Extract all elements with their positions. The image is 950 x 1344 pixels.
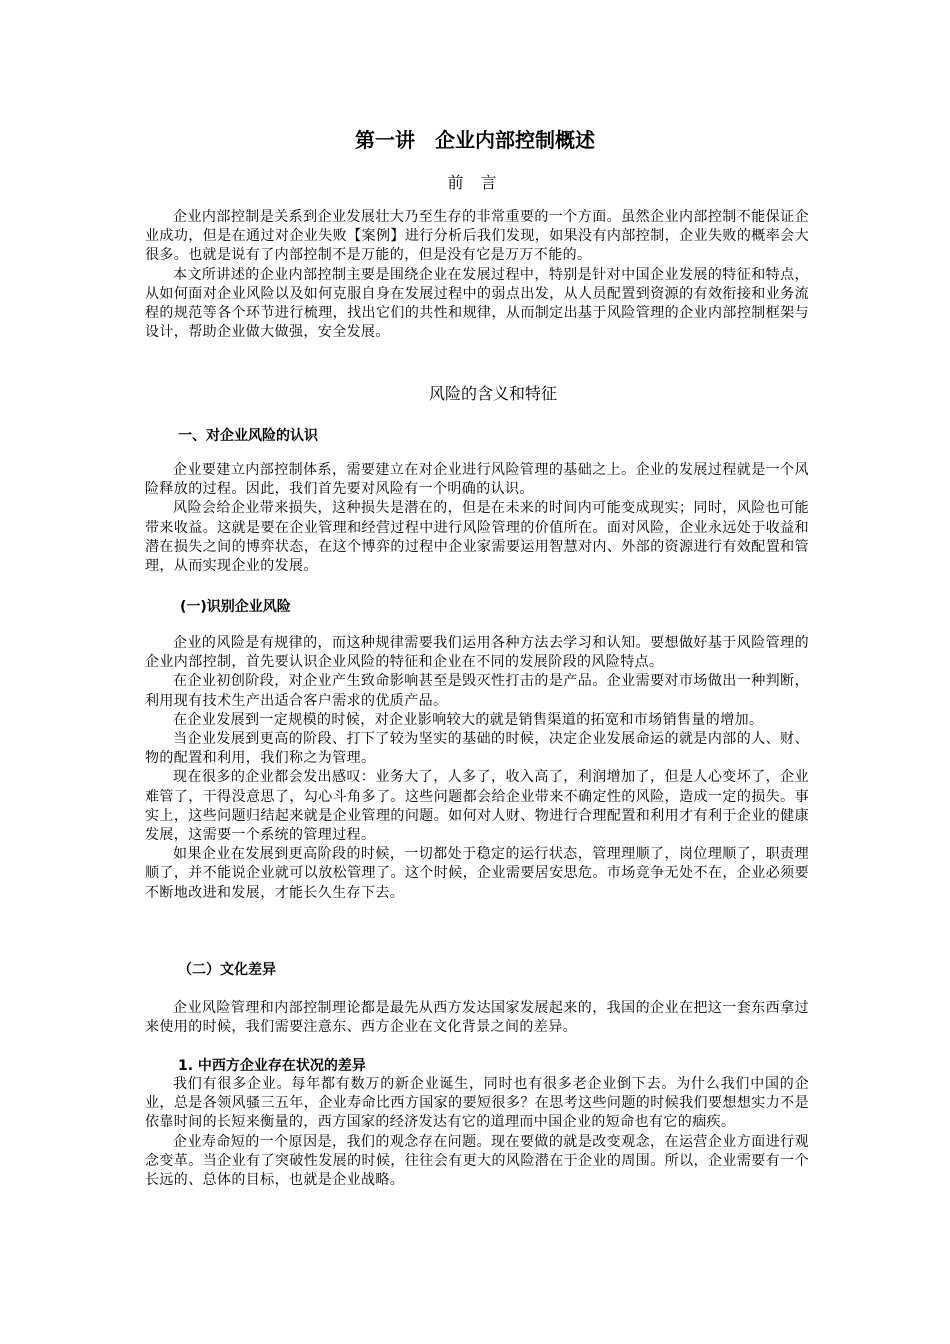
sub2-body <box>145 999 809 1037</box>
paragraph: 风险会给企业带来损失，这种损失是潜在的，但是在未来的时间内可能变成现实；同时，风险也可能带来收益。这就是要在企业管理和经营过程中进行风险管理的价值所在。面对风险，企业永远处于收益和潜在损失之间的博弈状态，在这个博弈的过程中企业家需要运用智慧对内、外部的资源进行有效配置和管理，从而实现企业的发展。 <box>145 500 809 575</box>
heading-level-3: 1. 中西方企业存在状况的差异 <box>178 1058 366 1074</box>
paragraph: 现在很多的企业都会发出感叹：业务大了，人多了，收入高了，利润增加了，但是人心变坏了，企业难管了，干得没意思了，勾心斗角多了。这些问题都会给企业带来不确定性的风险，造成一定的损失。事实上，这些问题归结起来就是企业管理的问题。如何对人财、物进行合理配置和利用才有利于企业的健康发展，这需要一个系统的管理过程。 <box>145 769 809 844</box>
paragraph: 企业寿命短的一个原因是，我们的观念存在问题。现在要做的就是改变观念，在运营企业方面进行观念变革。当企业有了突破性发展的时候，往往会有更大的风险潜在于企业的周围。所以，企业需要有一个长远的、总体的目标，也就是企业战略。 <box>145 1133 809 1189</box>
heading-level-2: (一)识别企业风险 <box>180 599 291 615</box>
heading-level-1: 一、对企业风险的认识 <box>178 428 318 444</box>
paragraph: 企业的风险是有规律的，而这种规律需要我们运用各种方法去学习和认知。要想做好基于风险管理的企业内部控制，首先要认识企业风险的特征和企业在不同的发展阶段的风险特点。 <box>145 635 809 671</box>
h1-body <box>145 461 809 576</box>
preface-heading: 前 言 <box>447 173 503 192</box>
paragraph: 企业风险管理和内部控制理论都是最先从西方发达国家发展起来的，我国的企业在把这一套东西拿过来使用的时候，我们需要注意东、西方企业在文化背景之间的差异。 <box>145 1000 809 1036</box>
paragraph: 企业要建立内部控制体系，需要建立在对企业进行风险管理的基础之上。企业的发展过程就是一个风险释放的过程。因此，我们首先要对风险有一个明确的认识。 <box>145 462 809 498</box>
paragraph: 企业内部控制是关系到企业发展壮大乃至生存的非常重要的一个方面。虽然企业内部控制不能保证企业成功，但是在通过对企业失败【案例】进行分析后我们发现，如果没有内部控制，企业失败的概率会大很多。也就是说有了内部控制不是万能的，但是没有它是万万不能的。 <box>145 209 809 264</box>
paragraph: 在企业发展到一定规模的时候，对企业影响较大的就是销售渠道的拓宽和市场销售量的增加。 <box>173 711 764 728</box>
page-title: 第一讲 企业内部控制概述 <box>355 128 595 152</box>
section-title: 风险的含义和特征 <box>428 384 557 403</box>
heading-level-2: （二）文化差异 <box>178 962 276 978</box>
sub1-body <box>145 634 809 903</box>
sub3-body <box>145 1075 809 1190</box>
preface-body <box>145 208 809 342</box>
paragraph: 当企业发展到更高的阶段、打下了较为坚实的基础的时候，决定企业发展命运的就是内部的人、财、物的配置和利用，我们称之为管理。 <box>145 731 809 767</box>
paragraph: 我们有很多企业。每年都有数万的新企业诞生，同时也有很多老企业倒下去。为什么我们中国的企业，总是各领风骚三五年，企业寿命比西方国家的要短很多？在思考这些问题的时候我们要想想实力不是依靠时间的长短来衡量的，西方国家的经济发达有它的道理而中国企业的短命也有它的痼疾。 <box>145 1076 809 1131</box>
paragraph: 如果企业在发展到更高阶段的时候，一切都处于稳定的运行状态，管理理顺了，岗位理顺了，职责理顺了，并不能说企业就可以放松管理了。这个时候，企业需要居安思危。市场竞争无处不在，企业必须要不断地改进和发展，才能长久生存下去。 <box>145 846 809 901</box>
paragraph: 在企业初创阶段，对企业产生致命影响甚至是毁灭性打击的是产品。企业需要对市场做出一种判断，利用现有技术生产出适合客户需求的优质产品。 <box>145 673 809 709</box>
paragraph: 本文所讲述的企业内部控制主要是围绕企业在发展过程中，特别是针对中国企业发展的特征和特点，从如何面对企业风险以及如何克服自身在发展过程中的弱点出发，从人员配置到资源的有效衔接和业务流程的规范等各个环节进行梳理，找出它们的共性和规律，从而制定出基于风险管理的企业内部控制框架与设计，帮助企业做大做强，安全发展。 <box>145 266 809 341</box>
